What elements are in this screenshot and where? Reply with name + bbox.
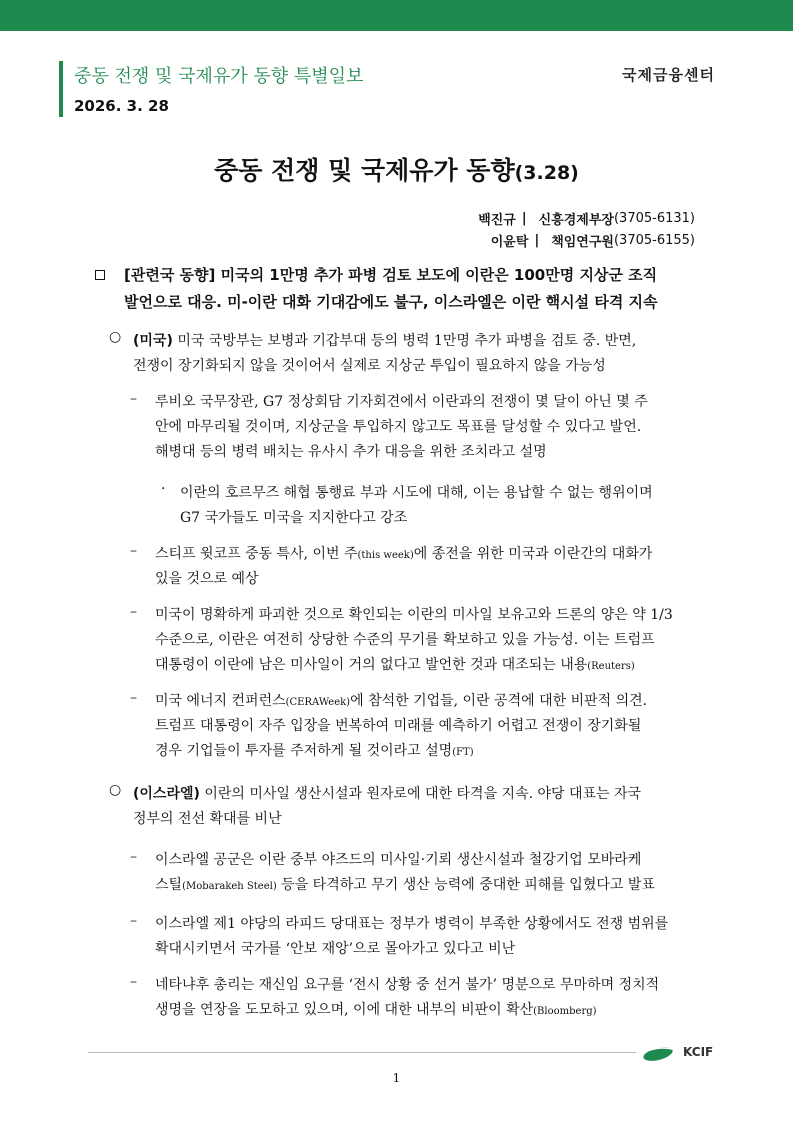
item-line: 확대시키면서 국가를 ‘안보 재앙’으로 몰아가고 있다고 비난 [155, 941, 516, 957]
item-line [155, 874, 655, 894]
dash-bullet-icon: – [130, 543, 137, 559]
paragraph-tag: (미국) [133, 333, 173, 349]
report-date: 2026. 3. 28 [74, 97, 169, 115]
item-line [155, 543, 652, 563]
section-heading-line: 발언으로 대응. 미-이란 대화 기대감에도 불구, 이스라엘은 이란 핵시설 타격 지속 [124, 293, 658, 311]
item-text: 대통령이 이란에 남은 미사일이 거의 없다고 발언한 것과 대조되는 내용 [155, 657, 588, 673]
item-text: 에 종전을 위한 미국과 이란간의 대화가 [413, 546, 653, 562]
author-row [478, 207, 695, 229]
header-accent-bar [59, 61, 63, 117]
sub-item-line: 이란의 호르무즈 해협 통행료 부과 시도에 대해, 이는 용납할 수 없는 행위이며 [180, 485, 653, 501]
dash-bullet-icon: – [130, 849, 137, 865]
paragraph-line: 정부의 전선 확대를 비난 [133, 811, 282, 827]
author-separator: | [534, 232, 540, 248]
paragraph-line [133, 783, 641, 803]
middle-dot-bullet-icon: · [161, 481, 166, 497]
footer-brand: KCIF [683, 1045, 714, 1059]
item-line [155, 999, 597, 1019]
item-text: 생명을 연장을 도모하고 있으며, 이에 대한 내부의 비판이 확산 [155, 1002, 534, 1018]
author-name: 백진규 [478, 212, 516, 228]
item-text: 경우 기업들이 투자를 주저하게 될 것이라고 설명 [155, 743, 453, 759]
item-line: 이스라엘 공군은 이란 중부 야즈드의 미사일·기뢰 생산시설과 철강기업 모바라케 [155, 852, 642, 868]
report-series-title: 중동 전쟁 및 국제유가 동향 특별일보 [74, 66, 364, 87]
dash-bullet-icon: – [130, 690, 137, 706]
paragraph-tag: (이스라엘) [133, 786, 200, 802]
kcif-logo-icon [641, 1043, 675, 1063]
square-bullet-icon [95, 270, 105, 280]
document-title-date: (3.28) [514, 162, 579, 184]
author-list [478, 207, 695, 251]
author-name: 이윤탁 [490, 234, 529, 250]
item-line: 안에 마무리될 것이며, 지상군을 투입하지 않고도 목표를 달성할 수 있다고 발언. [155, 419, 642, 435]
item-line [155, 690, 647, 710]
paragraph-line: 전쟁이 장기화되지 않을 것이어서 실제로 지상군 투입이 필요하지 않을 가능성 [133, 358, 606, 374]
circle-bullet-icon: ○ [109, 782, 122, 798]
author-separator: | [521, 210, 527, 226]
sub-item-line: G7 국가들도 미국을 지지한다고 강조 [180, 510, 408, 526]
item-line: 네타냐후 총리는 재신임 요구를 ‘전시 상황 중 선거 불가’ 명분으로 무마하며 정치적 [155, 977, 660, 993]
footer-divider [88, 1052, 636, 1053]
author-row [478, 229, 695, 251]
dash-bullet-icon: – [130, 913, 137, 929]
dash-bullet-icon: – [130, 974, 137, 990]
item-line: 있을 것으로 예상 [155, 571, 259, 587]
item-text: 스틸 [155, 877, 183, 893]
item-line: 수준으로, 이란은 여전히 상당한 수준의 무기를 확보하고 있을 가능성. 이는 트럼프 [155, 632, 655, 648]
item-source: (FT) [452, 747, 474, 758]
dash-bullet-icon: – [130, 604, 137, 620]
item-line: 루비오 국무장관, G7 정상회담 기자회견에서 이란과의 전쟁이 몇 달이 아닌 몇 주 [155, 394, 648, 410]
item-text: 스티프 윗코프 중동 특사, 이번 주 [155, 546, 358, 562]
paragraph-text: 미국 국방부는 보병과 기갑부대 등의 병력 1만명 추가 파병을 검토 중. 반면, [177, 333, 637, 349]
item-line: 트럼프 대통령이 자주 입장을 번복하여 미래를 예측하기 어렵고 전쟁이 장기화될 [155, 718, 642, 734]
document-title [0, 151, 793, 187]
item-line: 이스라엘 제1 야당의 라피드 당대표는 정부가 병력이 부족한 상황에서도 전쟁 범위를 [155, 916, 669, 932]
author-title: 책임연구원 [551, 234, 614, 250]
item-line [155, 740, 474, 760]
item-annotation: (Mobarakeh Steel) [182, 881, 277, 892]
dash-bullet-icon: – [130, 391, 137, 407]
document-title-main: 중동 전쟁 및 국제유가 동향 [214, 156, 515, 185]
item-text: 등을 타격하고 무기 생산 능력에 중대한 피해를 입혔다고 발표 [276, 877, 655, 893]
circle-bullet-icon: ○ [109, 329, 122, 345]
page-number: 1 [392, 1071, 401, 1085]
top-color-bar [0, 0, 793, 31]
item-source: (Reuters) [587, 661, 635, 672]
item-text: 미국 에너지 컨퍼런스 [155, 693, 286, 709]
item-annotation: (this week) [357, 550, 414, 561]
author-phone: (3705-6155) [613, 232, 695, 248]
author-title: 신흥경제부장 [538, 212, 614, 228]
section-heading-line: [관련국 동향] 미국의 1만명 추가 파병 검토 보도에 이란은 100만명 지상군 조직 [124, 266, 658, 284]
author-phone: (3705-6131) [613, 210, 695, 226]
paragraph-line [133, 330, 636, 350]
item-annotation: (CERAWeek) [285, 697, 351, 708]
item-line [155, 654, 635, 674]
item-line: 미국이 명확하게 파괴한 것으로 확인되는 이란의 미사일 보유고와 드론의 양은 약 1/3 [155, 607, 673, 623]
organization-name: 국제금융센터 [622, 66, 715, 84]
item-text: 에 참석한 기업들, 이란 공격에 대한 비판적 의견. [350, 693, 648, 709]
item-line: 해병대 등의 병력 배치는 유사시 추가 대응을 위한 조치라고 설명 [155, 444, 547, 460]
item-source: (Bloomberg) [533, 1006, 597, 1017]
paragraph-text: 이란의 미사일 생산시설과 원자로에 대한 타격을 지속. 야당 대표는 자국 [204, 786, 642, 802]
